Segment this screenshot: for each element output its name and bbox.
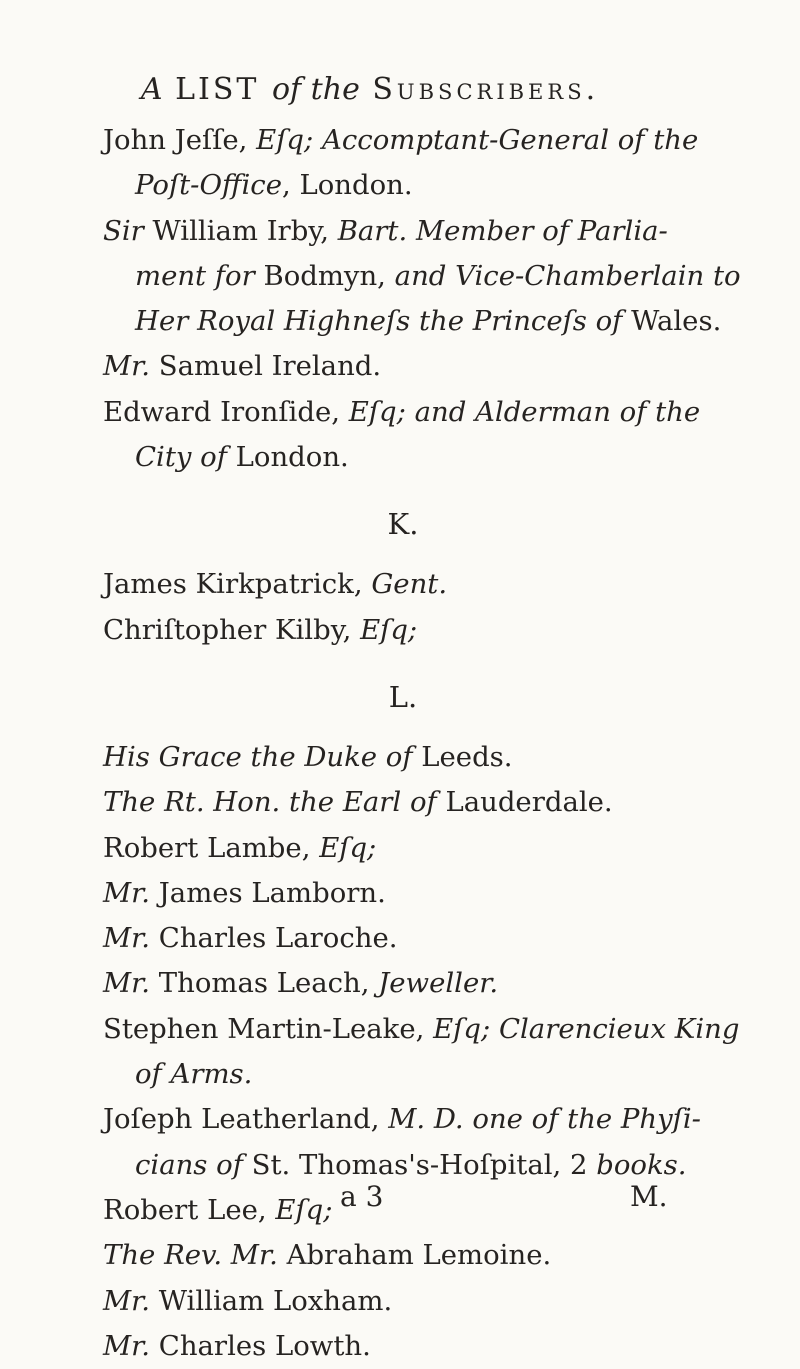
entry-description: M. D. one of the Phyſi-: [388, 1103, 701, 1136]
entry-name: Chriſtopher Kilby,: [103, 613, 361, 646]
entry-description: cians of: [135, 1148, 243, 1181]
entry-line: [103, 826, 703, 871]
running-head-subscribers: Subscribers.: [372, 72, 600, 107]
entry-description: Bart. Member of Parlia-: [337, 214, 668, 247]
entry-name: James Lamborn.: [150, 876, 386, 909]
entry-place: London.: [226, 441, 349, 474]
running-head-of-the: of the: [271, 72, 360, 107]
entry-line: [103, 1097, 703, 1142]
entry-line: [103, 780, 703, 825]
entry-line: [103, 118, 703, 163]
entry-title: Gent.: [371, 568, 448, 601]
entry-description: ment for: [135, 259, 255, 292]
section-heading-l: L.: [388, 679, 418, 714]
entry-name: Stephen Martin-Leake,: [103, 1012, 434, 1045]
entry-name: James Kirkpatrick,: [103, 568, 372, 601]
entry-name: Joſeph Leatherland,: [103, 1103, 389, 1136]
entry-name: William Loxham.: [150, 1284, 393, 1317]
entry-title: His Grace the Duke of: [103, 740, 413, 773]
entry-description: City of: [135, 441, 227, 474]
entry-line: [103, 871, 703, 916]
running-head: [80, 72, 660, 107]
entry-line: [103, 916, 703, 961]
entry-name: William Irby,: [143, 214, 338, 247]
entry-line: [103, 562, 703, 607]
entry-line: [103, 344, 703, 389]
entry-line: [103, 299, 722, 344]
entry-line: [103, 961, 703, 1006]
entry-quantity: books.: [596, 1148, 687, 1181]
entry-description: of Arms.: [135, 1058, 253, 1091]
entry-title: Mr.: [103, 1329, 151, 1362]
entry-description: Poſt-Office: [135, 169, 282, 202]
entry-line: [103, 390, 703, 435]
subscriber-list: [103, 118, 741, 1369]
entry-description: and Alderman of the: [405, 395, 701, 428]
entry-title: Sir: [103, 214, 144, 247]
entry-line: [103, 435, 703, 480]
entry-line: [103, 163, 703, 208]
running-head-article: A: [140, 72, 163, 107]
entry-place: Bodmyn,: [254, 259, 395, 292]
entry-title: Eſq;: [275, 1193, 333, 1226]
entry-line: [103, 1324, 703, 1369]
entry-place: , London.: [281, 169, 413, 202]
entry-line: [103, 1052, 703, 1097]
entry-title: Eſq;: [433, 1012, 491, 1045]
entry-description: Clarencieux King: [490, 1012, 740, 1045]
entry-title: The Rev. Mr.: [103, 1239, 278, 1272]
entry-title: Eſq;: [360, 613, 418, 646]
entry-line: [103, 1188, 703, 1233]
entry-place: St. Thomas's-Hoſpital, 2: [242, 1148, 597, 1181]
entry-description: Her Royal Highneſs the Princeſs of: [135, 305, 623, 338]
entry-name: Thomas Leach,: [150, 967, 379, 1000]
entry-title: Mr.: [103, 967, 151, 1000]
entry-line: [103, 209, 703, 254]
section-heading-k: K.: [387, 507, 419, 542]
entry-title: Eſq;: [256, 124, 314, 156]
catchword: M.: [630, 1180, 668, 1213]
entry-line: [103, 735, 703, 780]
entry-line: [103, 1279, 703, 1324]
entry-place: Wales.: [622, 305, 722, 338]
entry-name: Charles Laroche.: [150, 922, 398, 955]
signature-mark: a 3: [340, 1180, 384, 1213]
entry-line: [103, 1143, 703, 1188]
entry-name: John Jeſſe,: [103, 124, 257, 156]
entry-line: [103, 1007, 740, 1052]
entry-title: Mr.: [103, 1284, 151, 1317]
entry-title: Mr.: [103, 350, 151, 383]
entry-name: Robert Lee,: [103, 1193, 276, 1226]
entry-name: Abraham Lemoine.: [277, 1239, 552, 1272]
entry-description: and Vice-Chamberlain to: [394, 259, 741, 292]
entry-place: Lauderdale.: [436, 786, 613, 819]
entry-title: Eſq;: [348, 395, 406, 428]
entry-title: Eſq;: [319, 831, 377, 864]
entry-title: The Rt. Hon. the Earl of: [103, 786, 437, 819]
entry-name: Charles Lowth.: [150, 1329, 371, 1362]
entry-title: Mr.: [103, 922, 151, 955]
entry-title: Mr.: [103, 876, 151, 909]
entry-line: [103, 608, 703, 653]
entry-occupation: Jeweller.: [378, 967, 499, 1000]
entry-name: Robert Lambe,: [103, 831, 320, 864]
entry-place: Leeds.: [412, 740, 513, 773]
entry-line: [103, 1233, 703, 1278]
entry-line: [103, 254, 741, 299]
entry-name: Samuel Ireland.: [150, 350, 382, 383]
entry-name: Edward Ironſide,: [103, 395, 349, 428]
entry-description: Accomptant-General of the: [313, 124, 699, 156]
running-head-list: LIST: [175, 72, 260, 107]
